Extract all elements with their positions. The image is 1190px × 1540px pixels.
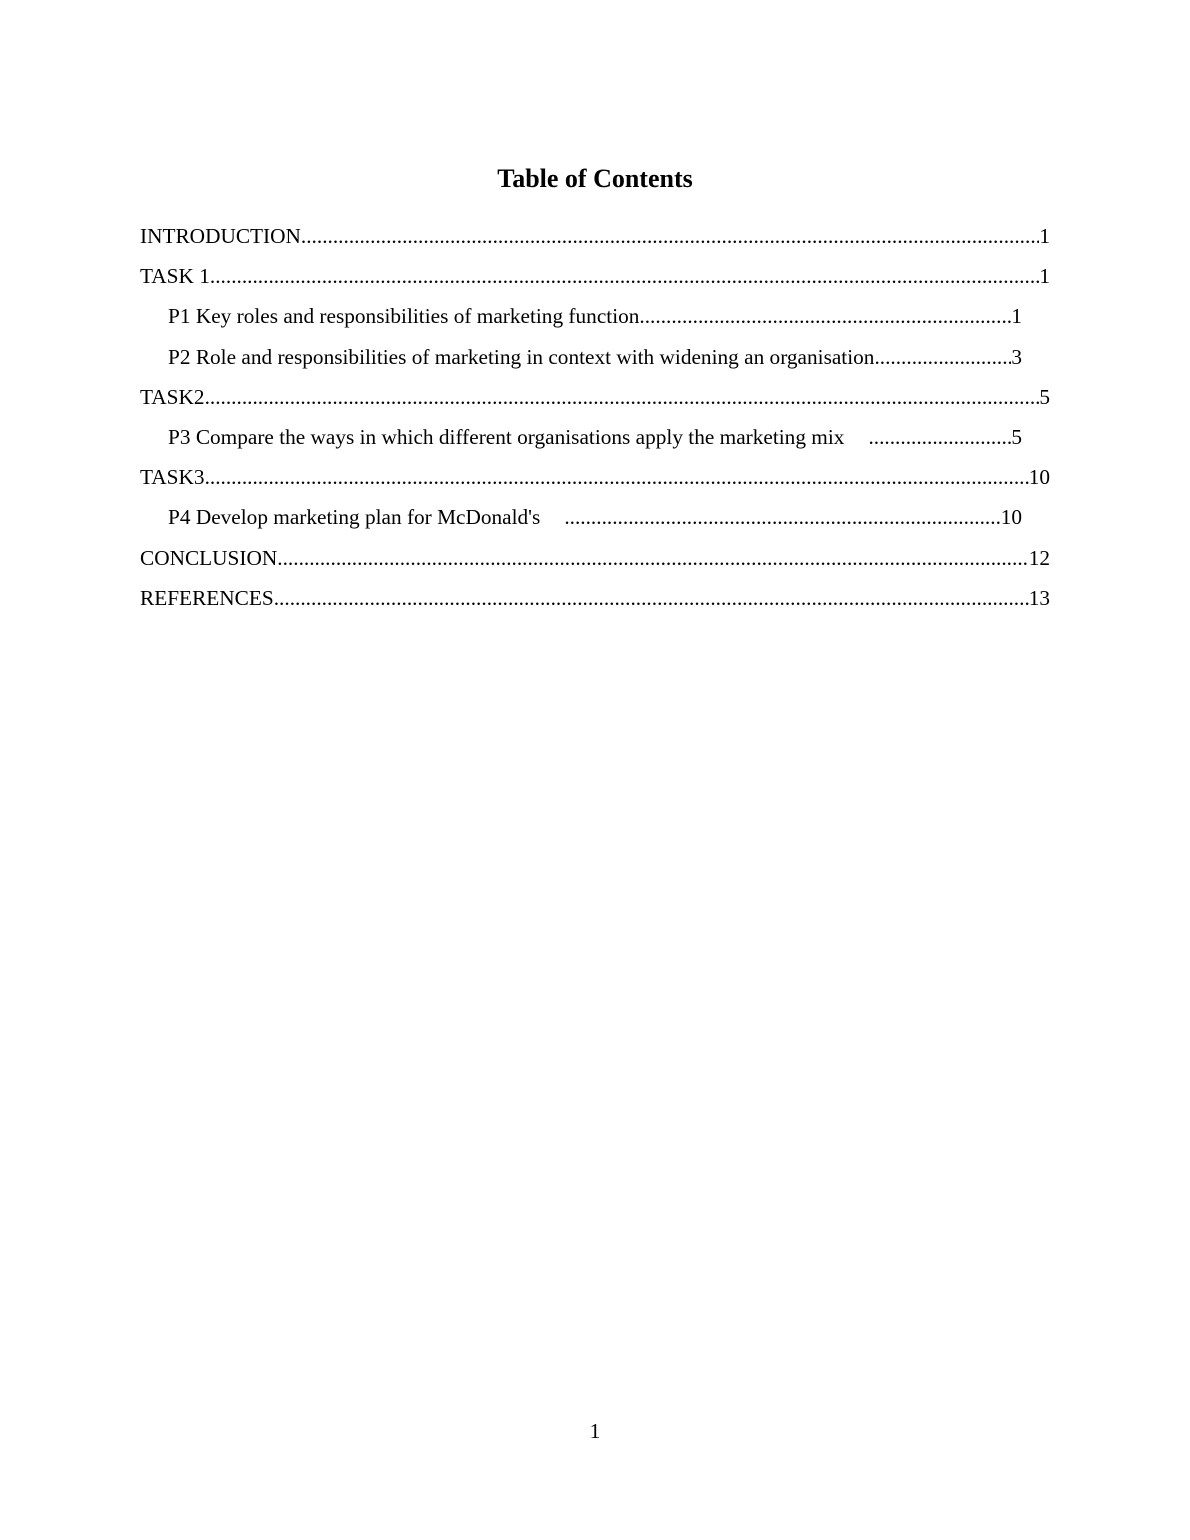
toc-entry-label: P1 Key roles and responsibilities of marketing function bbox=[168, 304, 640, 329]
toc-title: Table of Contents bbox=[497, 164, 693, 193]
toc-dot-leader bbox=[205, 461, 1029, 493]
toc-dot-leader bbox=[274, 582, 1029, 614]
toc-entry-references[interactable] bbox=[140, 582, 1050, 622]
toc-entry-page: 5 bbox=[1011, 424, 1022, 449]
toc-dot-leader bbox=[874, 341, 1011, 373]
toc-dot-leader bbox=[301, 220, 1039, 252]
toc-entry-p1[interactable] bbox=[168, 300, 1022, 340]
toc-entry-label: P4 Develop marketing plan for McDonald's bbox=[168, 505, 541, 530]
toc-entry-label: INTRODUCTION bbox=[140, 224, 301, 248]
toc-entry-page: 1 bbox=[1039, 264, 1050, 289]
toc-entry-label: P2 Role and responsibilities of marketing in context with widening an organisation bbox=[168, 344, 875, 369]
toc-entry-conclusion[interactable] bbox=[140, 542, 1050, 582]
toc-entry-p2[interactable] bbox=[168, 341, 1022, 381]
toc-entry-task-3[interactable] bbox=[140, 461, 1050, 501]
toc-entry-p4[interactable] bbox=[168, 501, 1022, 541]
toc-entry-page: 12 bbox=[1028, 545, 1050, 570]
toc-dot-leader bbox=[868, 421, 1011, 453]
toc-entry-label: TASK2 bbox=[140, 384, 205, 409]
toc-entry-task-1[interactable] bbox=[140, 260, 1050, 300]
toc-entry-page: 1 bbox=[1011, 304, 1022, 329]
page-number: 1 bbox=[589, 1419, 601, 1443]
toc-entry-page: 13 bbox=[1028, 585, 1050, 610]
toc-entry-label: TASK3 bbox=[140, 465, 205, 490]
toc-entry-introduction[interactable] bbox=[140, 220, 1050, 260]
toc-entry-task-2[interactable] bbox=[140, 381, 1050, 421]
toc-entry-page: 1 bbox=[1039, 224, 1050, 248]
toc-entry-label: CONCLUSION bbox=[140, 545, 278, 570]
toc-dot-leader bbox=[277, 542, 1028, 574]
table-of-contents bbox=[140, 220, 1050, 622]
toc-entry-label: P3 Compare the ways in which different organisations apply the marketing mix bbox=[168, 424, 845, 449]
toc-entry-page: 5 bbox=[1039, 384, 1050, 409]
toc-dot-leader bbox=[639, 300, 1011, 332]
toc-entry-label: TASK 1 bbox=[140, 264, 210, 289]
toc-entry-page: 10 bbox=[1028, 465, 1050, 490]
toc-dot-leader bbox=[210, 260, 1039, 292]
toc-entry-page: 10 bbox=[1000, 505, 1022, 530]
toc-dot-leader bbox=[564, 501, 1000, 533]
toc-entry-label: REFERENCES bbox=[140, 585, 274, 610]
toc-dot-leader bbox=[205, 381, 1040, 413]
toc-entry-page: 3 bbox=[1011, 344, 1022, 369]
toc-entry-p3[interactable] bbox=[168, 421, 1022, 461]
